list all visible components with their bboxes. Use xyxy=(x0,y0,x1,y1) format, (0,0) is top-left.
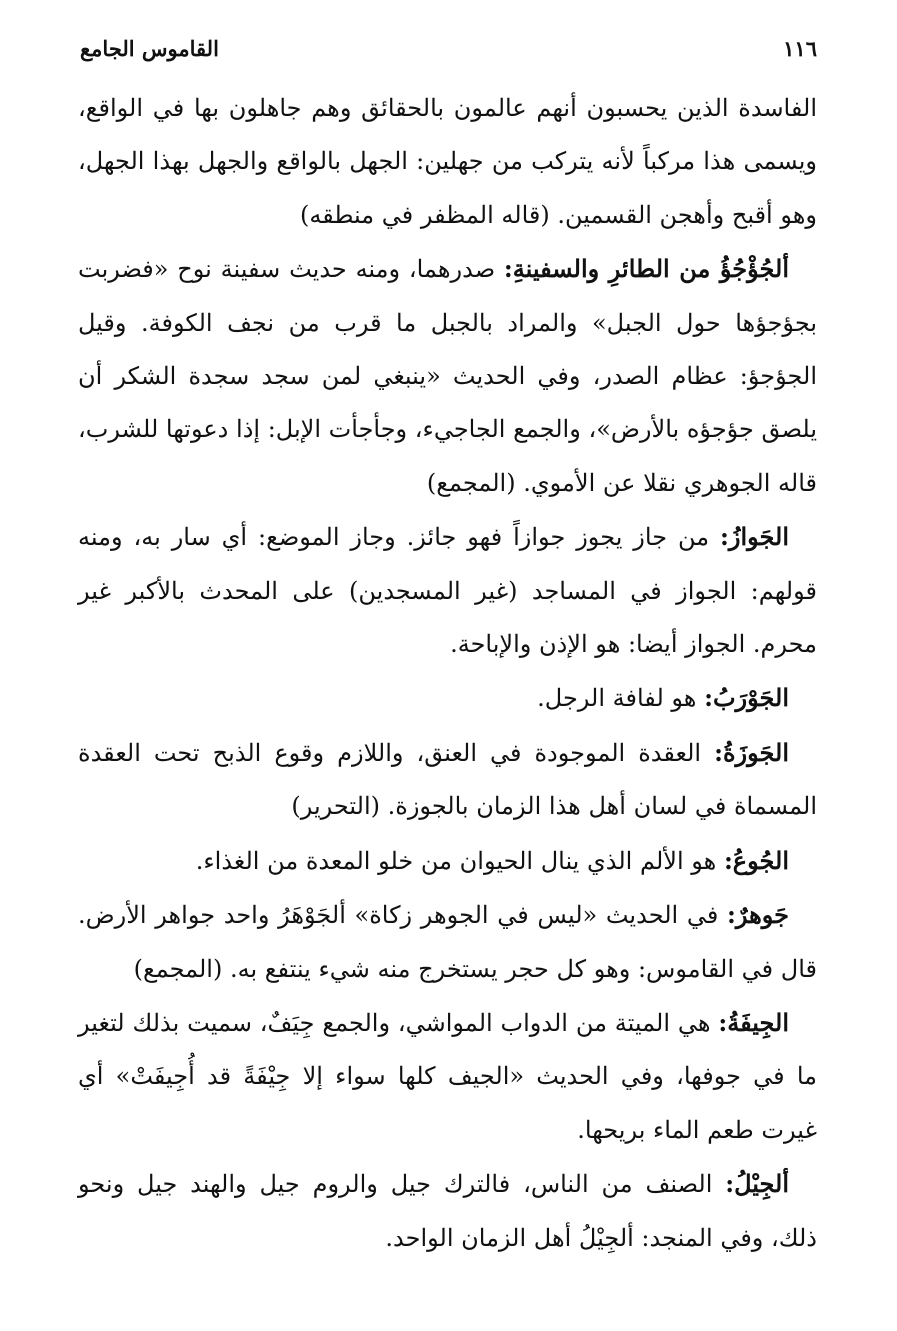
entry-jawza xyxy=(78,726,817,834)
entry-juu xyxy=(78,834,817,888)
entry-text: الصنف من الناس، فالترك جيل والروم جيل والهند جيل ونحو ذلك، وفي المنجد: ألجِيْلُ أهل الزمان الواحد. xyxy=(78,1170,817,1252)
entry-text: العقدة الموجودة في العنق، واللازم وقوع الذبح تحت العقدة المسماة في لسان أهل هذا الزمان بالجوزة. (التحرير) xyxy=(78,738,817,821)
page-header xyxy=(80,36,817,66)
entry-headword: الجَوازُ: xyxy=(720,522,789,552)
page-number: ١١٦ xyxy=(783,36,817,61)
page-body xyxy=(78,82,817,1265)
entry-text: في الحديث «ليس في الجوهر زكاة» ألجَوْهَرُ واحد جواهر الأرض. قال في القاموس: وهو كل حجر يستخرج منه شيء ينتفع به. (المجمع) xyxy=(78,901,817,983)
entry-jujuu xyxy=(78,242,817,510)
entry-continuation xyxy=(78,82,817,242)
entry-text: من جاز يجوز جوازاً فهو جائز. وجاز الموضع: أي سار به، ومنه قولهم: الجواز في المساجد (غير المسجدين) على المحدث بالأكبر غير محرم. الجواز أيضا: هو الإذن والإباحة. xyxy=(78,523,817,659)
entry-headword: ألجِيْلُ: xyxy=(725,1169,789,1199)
entry-jawaz xyxy=(78,510,817,671)
entry-jifa xyxy=(78,996,817,1157)
entry-text: هو الألم الذي ينال الحيوان من خلو المعدة من الغذاء. xyxy=(195,846,724,875)
running-title: القاموس الجامع xyxy=(80,36,219,61)
entry-text: هي الميتة من الدواب المواشي، والجمع جِيَفٌ، سميت بذلك لتغير ما في جوفها، وفي الحديث «الجيف كلها سواء إلا جِيْفَةً قد أُجِيفَتْ» أي غيرت طعم الماء بريحها. xyxy=(78,1008,817,1144)
entry-headword: الجَوزَةُ: xyxy=(714,737,789,767)
entry-headword: الجَوْرَبُ: xyxy=(704,683,789,713)
entry-headword: الجِيفَةُ: xyxy=(718,1007,789,1037)
entry-headword: جَوهرٌ: xyxy=(727,900,789,930)
entry-jil xyxy=(78,1157,817,1265)
entry-text: الفاسدة الذين يحسبون أنهم عالمون بالحقائق وهم جاهلون بها في الواقع، ويسمى هذا مركباً لأنه يتركب من جهلين: الجهل بالواقع والجهل بهذا الجهل، وهو أقبح وأهجن القسمين. (قاله المظفر في منطقه) xyxy=(78,94,817,229)
entry-text: هو لفافة الرجل. xyxy=(537,684,705,713)
entry-jawrab xyxy=(78,671,817,725)
entry-headword: الجُوعُ: xyxy=(723,845,789,875)
entry-text: صدرهما، ومنه حديث سفينة نوح «فضربت بجؤجؤها حول الجبل» والمراد بالجبل ما قرب من نجف الكوفة. وقيل الجؤجؤ: عظام الصدر، وفي الحديث «ينبغي لمن سجد سجدة الشكر أن يلصق جؤجؤه بالأرض»، والجمع الجاجيء، وجأجأت الإبل: إذا دعوتها للشرب، قاله الجوهري نقلا عن الأموي. (المجمع) xyxy=(78,255,817,497)
entry-headword: ألجُؤْجُؤُ من الطائرِ والسفينةِ: xyxy=(503,254,790,284)
entry-jawhar xyxy=(78,888,817,996)
